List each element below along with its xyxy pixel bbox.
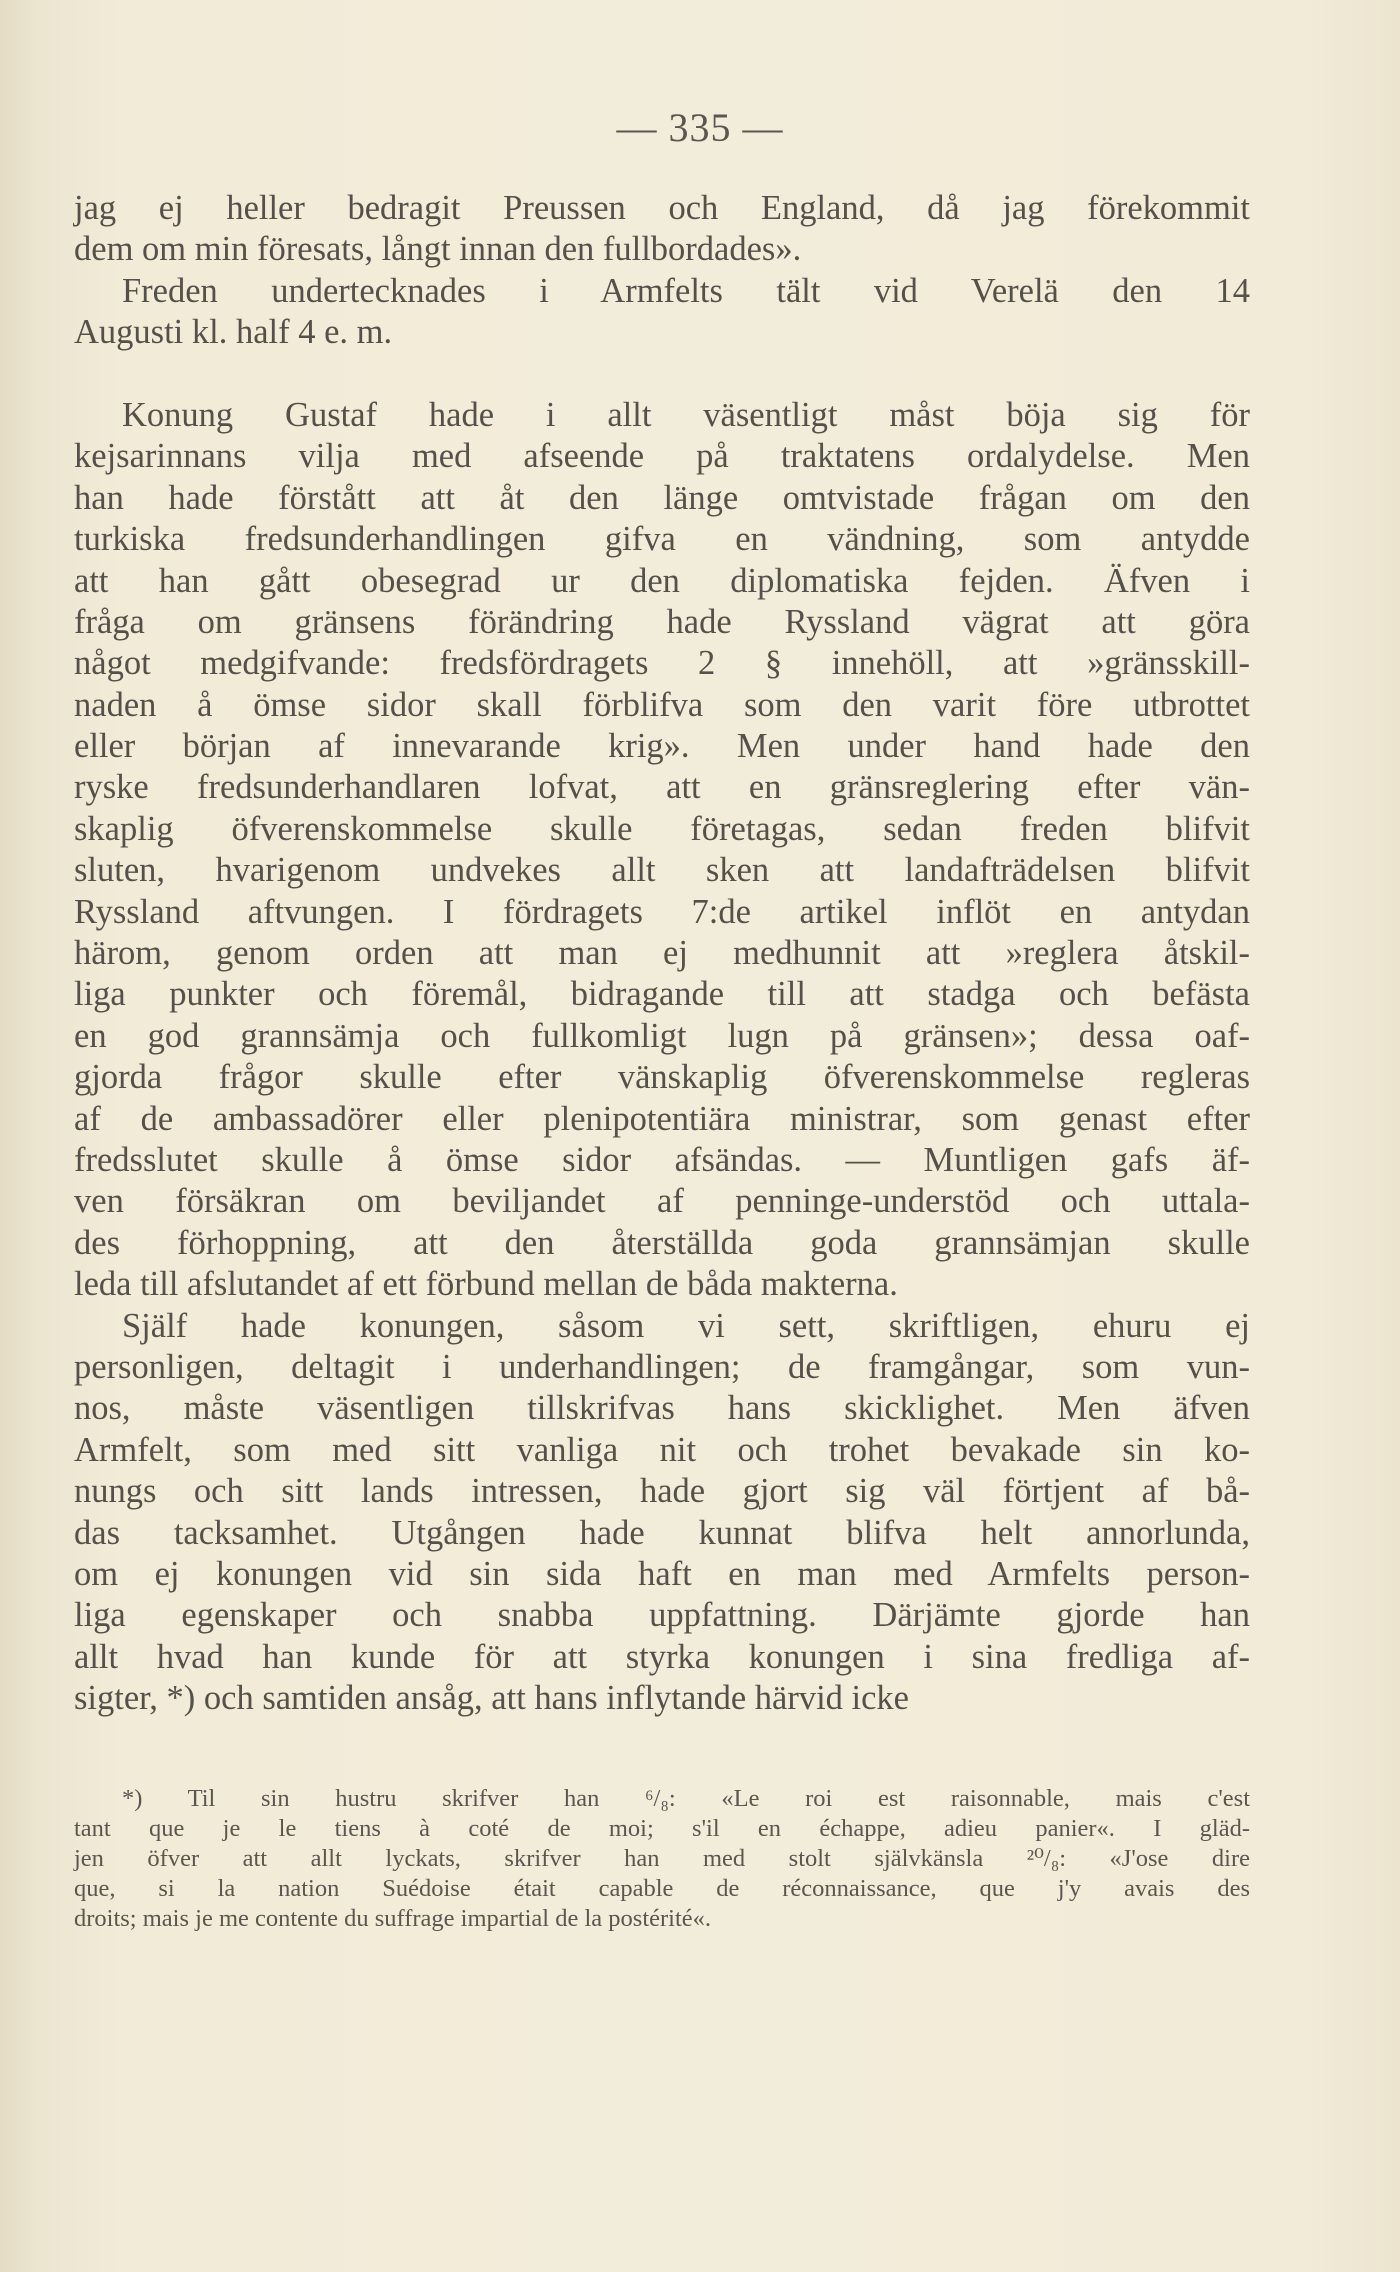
- text-line: leda till afslutandet af ett förbund mellan de båda makterna.: [74, 1265, 898, 1304]
- text-line: något medgifvande: fredsfördragets 2 § innehöll, att »gränsskill-: [74, 644, 1250, 683]
- text-line: om ej konungen vid sin sida haft en man med Armfelts person-: [74, 1554, 1250, 1593]
- text-line: jag ej heller bedragit Preussen och England, då jag förekommit: [74, 189, 1250, 227]
- footnote-line: que, si la nation Suédoise était capable de réconnaissance, que j'y avais des: [74, 1875, 1250, 1902]
- text-line: Augusti kl. half 4 e. m.: [74, 313, 393, 352]
- body-text: [74, 188, 1250, 1719]
- text-line: nos, måste väsentligen tillskrifvas hans skicklighet. Men äfven: [74, 1389, 1250, 1428]
- text-line: Armfelt, som med sitt vanliga nit och trohet bevakade sin ko-: [74, 1430, 1250, 1469]
- text-line: allt hvad han kunde för att styrka konungen i sina fredliga af-: [74, 1637, 1250, 1676]
- text-line: nungs och sitt lands intressen, hade gjort sig väl förtjent af bå-: [74, 1472, 1250, 1511]
- footnote-line: *) Til sin hustru skrifver han ⁶/₈: «Le roi est raisonnable, mais c'est: [122, 1785, 1250, 1812]
- text-line: af de ambassadörer eller plenipotentiära ministrar, som genast efter: [74, 1099, 1250, 1138]
- footnote-line: jen öfver att allt lyckats, skrifver han med stolt självkänsla ²⁰/₈: «J'ose dire: [74, 1845, 1250, 1872]
- text-line: en god grannsämja och fullkomligt lugn på gränsen»; dessa oaf-: [74, 1016, 1250, 1055]
- text-line: dem om min föresats, långt innan den fullbordades».: [74, 230, 802, 269]
- text-line: att han gått obesegrad ur den diplomatiska fejden. Äfven i: [74, 561, 1250, 600]
- text-line: härom, genom orden att man ej medhunnit att »reglera åtskil-: [74, 934, 1250, 973]
- text-line: liga punkter och föremål, bidragande till att stadga och befästa: [74, 975, 1250, 1014]
- text-line: Freden undertecknades i Armfelts tält vid Verelä den 14: [122, 271, 1250, 310]
- footnote-line: droits; mais je me contente du suffrage impartial de la postérité«.: [74, 1905, 712, 1932]
- text-line: fredsslutet skulle å ömse sidor afsändas. — Muntligen gafs äf-: [74, 1140, 1250, 1179]
- text-line: sluten, hvarigenom undvekes allt sken att landafträdelsen blifvit: [74, 851, 1250, 890]
- text-line: turkiska fredsunderhandlingen gifva en vändning, som antydde: [74, 520, 1250, 559]
- text-line: liga egenskaper och snabba uppfattning. Därjämte gjorde han: [74, 1596, 1250, 1635]
- text-line: han hade förstått att åt den länge omtvistade frågan om den: [74, 478, 1250, 517]
- text-line: Själf hade konungen, såsom vi sett, skriftligen, ehuru ej: [122, 1306, 1250, 1345]
- paragraph: [74, 188, 1250, 271]
- footnote: [74, 1784, 1250, 1934]
- paragraph: [74, 271, 1250, 354]
- text-line: gjorda frågor skulle efter vänskaplig öfverenskommelse regleras: [74, 1058, 1250, 1097]
- footnote-line: tant que je le tiens à coté de moi; s'il en échappe, adieu panier«. I gläd-: [74, 1815, 1250, 1842]
- text-line: naden å ömse sidor skall förblifva som den varit före utbrottet: [74, 685, 1250, 724]
- text-line: ryske fredsunderhandlaren lofvat, att en gränsreglering efter vän-: [74, 768, 1250, 807]
- text-line: Ryssland aftvungen. I fördragets 7:de artikel inflöt en antydan: [74, 892, 1250, 931]
- text-line: kejsarinnans vilja med afseende på traktatens ordalydelse. Men: [74, 437, 1250, 476]
- text-line: des förhoppning, att den återställda goda grannsämjan skulle: [74, 1223, 1250, 1262]
- text-line: sigter, *) och samtiden ansåg, att hans inflytande härvid icke: [74, 1679, 909, 1718]
- paragraph: [74, 395, 1250, 1306]
- text-line: ven försäkran om beviljandet af penninge-understöd och uttala-: [74, 1182, 1250, 1221]
- text-line: das tacksamhet. Utgången hade kunnat blifva helt annorlunda,: [74, 1513, 1250, 1552]
- paragraph-gap: [74, 354, 1250, 395]
- text-line: fråga om gränsens förändring hade Ryssland vägrat att göra: [74, 602, 1250, 641]
- paragraph: [74, 1306, 1250, 1720]
- text-line: personligen, deltagit i underhandlingen; de framgångar, som vun-: [74, 1347, 1250, 1386]
- page-number: — 335 —: [616, 105, 784, 150]
- text-line: skaplig öfverenskommelse skulle företagas, sedan freden blifvit: [74, 809, 1250, 848]
- text-line: Konung Gustaf hade i allt väsentligt måst böja sig för: [122, 395, 1250, 434]
- text-line: eller början af innevarande krig». Men under hand hade den: [74, 727, 1250, 766]
